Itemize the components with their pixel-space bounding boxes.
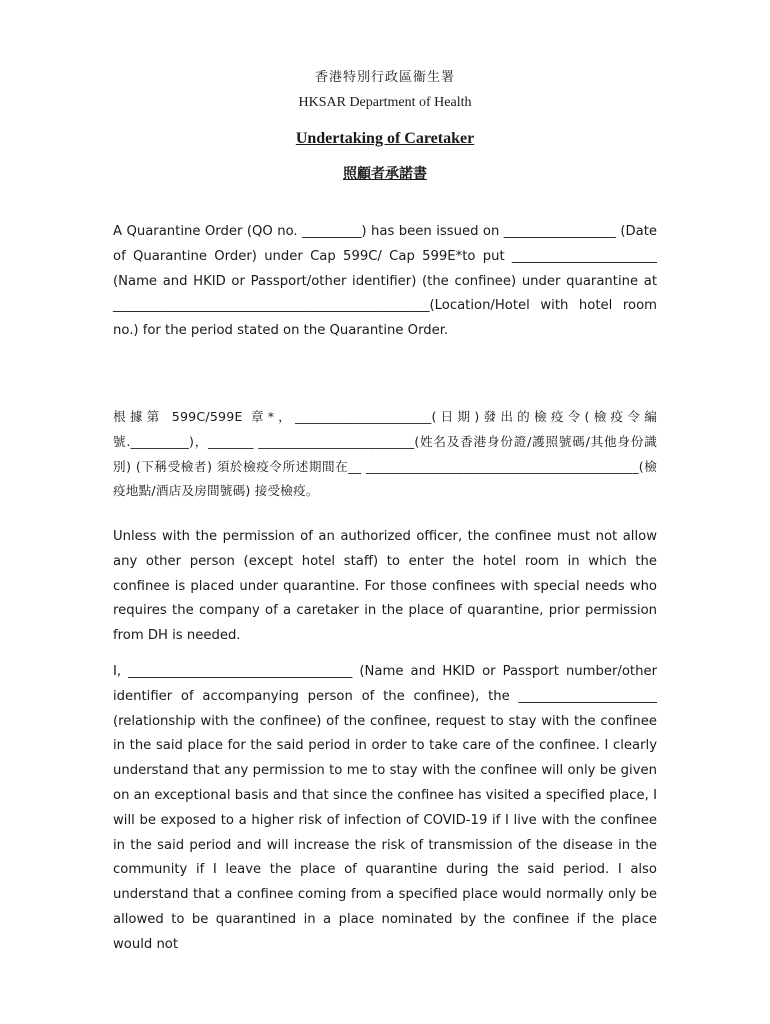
quarantine-order-paragraph-english: A Quarantine Order (QO no. _________) has been issued on _________________ (Date of Quarantine Order) under Cap 599C/ Cap 599E*to put ______________________ (Name and HKID or Passport/other identifier) (the confinee) under quarantine at ________________________________________________(Location/Hotel with hotel room no.) for the period stated on the Quarantine Order. <box>113 224 657 339</box>
document-title-chinese: 照顧者承諾書 <box>343 166 427 182</box>
caretaker-undertaking-paragraph: I, __________________________________ (Name and HKID or Passport number/other identifier of accompanying person of the confinee), the _____________________ (relationship with the confinee) of the confinee, request to stay with the confinee in the said place for the said period in order to take care of the confinee. I clearly understand that any permission to me to stay with the confinee will only be given on an exceptional basis and that since the confinee has visited a specified place, I will be exposed to a higher risk of infection of COVID-19 if I live with the confinee in the said period and will increase the risk of transmission of the disease in the community if I leave the place of quarantine during the said period. I also understand that a confinee coming from a specified place would normally only be allowed to be quarantined in a place nominated by the confinee if the place would not <box>113 664 657 952</box>
quarantine-order-paragraph-chinese: 根據第 599C/599E 章*，_____________________(日期)發出的檢疫令(檢疫令編號._________)，_______ ________________________(姓名及香港身份證/護照號碼/其他身份識別) (下稱受檢者) 須於檢疫令所述期間在__ __________________________________________(檢疫地點/酒店及房間號碼) 接受檢疫。 <box>113 409 657 499</box>
department-name-chinese: 香港特別行政區衞生署 <box>314 70 455 85</box>
department-name-english: HKSAR Department of Health <box>298 95 472 110</box>
permission-notice-paragraph: Unless with the permission of an authorized officer, the confinee must not allow any other person (except hotel staff) to enter the hotel room in which the confinee is placed under quarantine. For those confinees with special needs who requires the company of a caretaker in the place of quarantine, prior permission from DH is needed. <box>113 529 657 644</box>
document-title-english: Undertaking of Caretaker <box>295 130 475 147</box>
